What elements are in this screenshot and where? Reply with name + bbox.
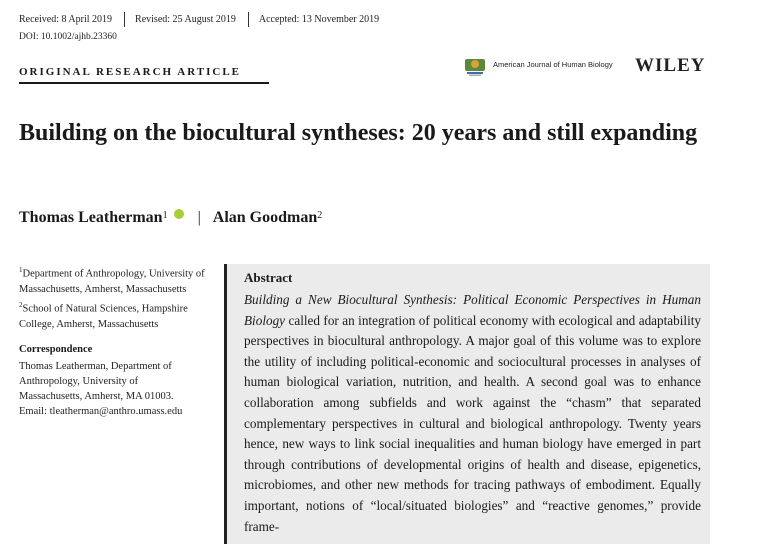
revised-date: Revised: 25 August 2019: [135, 13, 236, 25]
author-separator: |: [197, 209, 201, 226]
affil-marker: 1: [19, 266, 23, 274]
divider: [124, 12, 125, 27]
divider: [248, 12, 249, 27]
affiliation: [19, 298, 219, 332]
article-dates: [19, 10, 391, 28]
article-title: Building on the biocultural syntheses: 20 years and still expanding: [19, 120, 698, 146]
correspondence-line: Massachusetts, Amherst, MA 01003.: [19, 391, 174, 402]
abstract-heading: Abstract: [244, 270, 293, 285]
journal-name: American Journal of Human Biology: [493, 60, 613, 69]
affil-marker: 2: [19, 301, 23, 309]
section-label: ORIGINAL RESEARCH ARTICLE: [19, 66, 241, 78]
section-underline: [19, 82, 269, 84]
publisher-logo: WILEY: [635, 55, 706, 76]
abstract-rule: [224, 264, 227, 544]
correspondence-email[interactable]: Email: tleatherman@anthro.umass.edu: [19, 406, 183, 417]
doi[interactable]: DOI: 10.1002/ajhb.23360: [19, 32, 117, 42]
author-affil-ref: 1: [162, 209, 168, 221]
journal-logo-icon: [464, 55, 486, 77]
abstract-text: called for an integration of political economy with ecological and adaptability perspectives in biocultural anthropology. A major goal of this volume was to explore the utility of including political-economic and sociocultural processes in analyses of human biological variation, nutrition, and health. A second goal was to enhance collaboration among subfields and work against the “chasm” that separated complementary perspectives in cultural and biological anthropology. Twenty years hence, new ways to link social inequalities and human biology have emerged in part through contributions of developmental origins of health and disease, epigenetics, microbiomes, and other new methods for tracing pathways of embodiment. Equally important, notions of “local/situated biologies” and “reactive genomes,” provide frame-: [244, 312, 701, 534]
author-affil-ref: 2: [317, 209, 323, 221]
orcid-icon[interactable]: [174, 209, 184, 219]
abstract-body: [244, 290, 701, 537]
correspondence-line: Thomas Leatherman, Department of: [19, 361, 172, 372]
received-date: Received: 8 April 2019: [19, 13, 113, 25]
author-list: [19, 209, 322, 227]
correspondence-details: [19, 359, 219, 419]
correspondence-heading: Correspondence: [19, 344, 93, 355]
correspondence-line: Anthropology, University of: [19, 376, 139, 387]
accepted-date: Accepted: 13 November 2019: [258, 13, 380, 25]
book-title: Building a New Biocultural Synthesis: Political Economic Perspectives in Human Biology: [244, 292, 701, 328]
affil-text: Department of Anthropology, University of Massachusetts, Amherst, Massachusetts: [19, 268, 205, 295]
author-name[interactable]: Thomas Leatherman: [19, 209, 163, 226]
affil-text: School of Natural Sciences, Hampshire College, Amherst, Massachusetts: [19, 303, 188, 330]
author-name[interactable]: Alan Goodman: [212, 209, 318, 226]
affiliation: [19, 263, 219, 297]
